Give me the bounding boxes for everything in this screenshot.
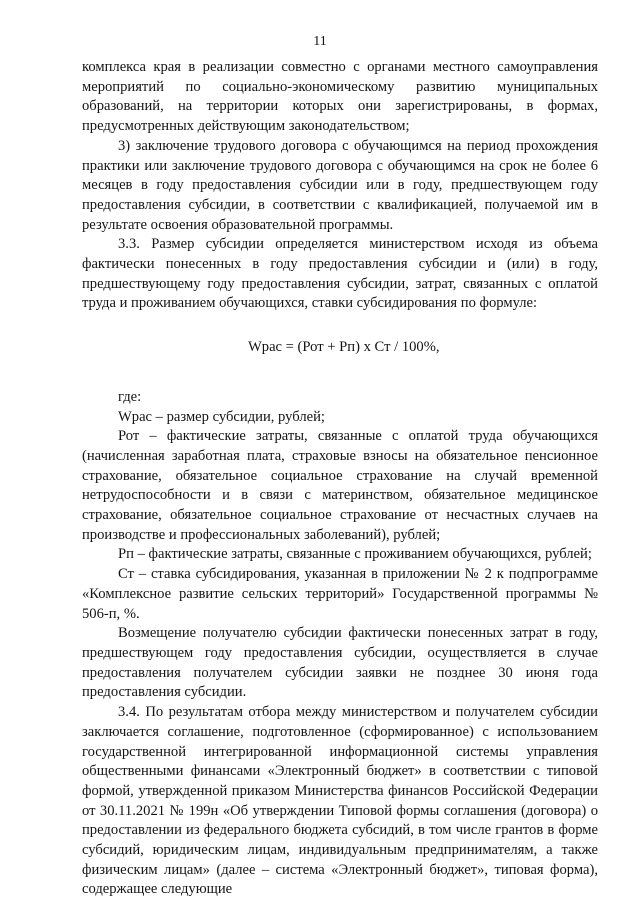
document-body bbox=[82, 58, 598, 900]
paragraph-item-3: 3) заключение трудового договора с обучающимся на период прохождения практики или заключение трудового договора с обучающимся на срок не более 6 месяцев в году предоставления субсидии или в году, предшествующем году предоставления субсидии, в соответствии с квалификацией, получаемой им в результате освоения образовательной программы. bbox=[82, 137, 598, 233]
page-number: 11 bbox=[313, 34, 327, 49]
paragraph-reimbursement: Возмещение получателю субсидии фактически понесенных затрат в году, предшествующем году предоставления субсидии, осуществляется в случае предоставления получателем субсидии заявки не позднее 30 июня года предоставления субсидии. bbox=[82, 625, 598, 701]
paragraph-3-3: 3.3. Размер субсидии определяется министерством исходя из объема фактически понесенных в году предоставления субсидии и (или) в году, предшествующему году предоставления субсидии, затрат, связанных с оплатой труда и проживанием обучающихся, ставки субсидирования по формуле: bbox=[82, 236, 598, 312]
subsidy-formula: Wрас = (Рот + Рп) х Ст / 100%, bbox=[248, 339, 440, 356]
paragraph-continuation: комплекса края в реализации совместно с органами местного самоуправления мероприятий по социально-экономическому развитию муниципальных образований, на территории которых они зарегистрированы, в формах, предусмотренных действующим законодательством; bbox=[82, 59, 598, 135]
paragraph-3-4: 3.4. По результатам отбора между министерством и получателем субсидии заключается соглашение, подготовленное (сформированное) с использованием государственной интегрированной информационной системы управления общественными финансами «Электронный бюджет» в соответствии с типовой формой, утвержденной приказом Министерства финансов Российской Федерации от 30.11.2021 № 199н «Об утверждении Типовой формы соглашения (договора) о предоставлении из федерального бюджета субсидий, в том числе грантов в форме субсидий, юридическим лицам, индивидуальным предпринимателям, а также физическим лицам» (далее – система «Электронный бюджет», типовая форма), содержащее следующие bbox=[82, 704, 598, 898]
definition-rp: Рп – фактические затраты, связанные с проживанием обучающихся, рублей; bbox=[118, 546, 592, 563]
definition-st: Ст – ставка субсидирования, указанная в приложении № 2 к подпрограмме «Комплексное развитие сельских территорий» Государственной программы № 506-п, %. bbox=[82, 566, 598, 622]
definition-wras: Wрас – размер субсидии, рублей; bbox=[118, 408, 325, 425]
where-label: где: bbox=[118, 388, 142, 405]
definition-rot: Рот – фактические затраты, связанные с оплатой труда обучающихся (начисленная заработная плата, страховые взносы на обязательное пенсионное страхование, обязательное социальное страхование на случай временной нетрудоспособности и в связи с материнством, обязательное медицинское страхование, обязательное социальное страхование от несчастных случаев на производстве и профессиональных заболеваний), рублей; bbox=[82, 428, 598, 543]
